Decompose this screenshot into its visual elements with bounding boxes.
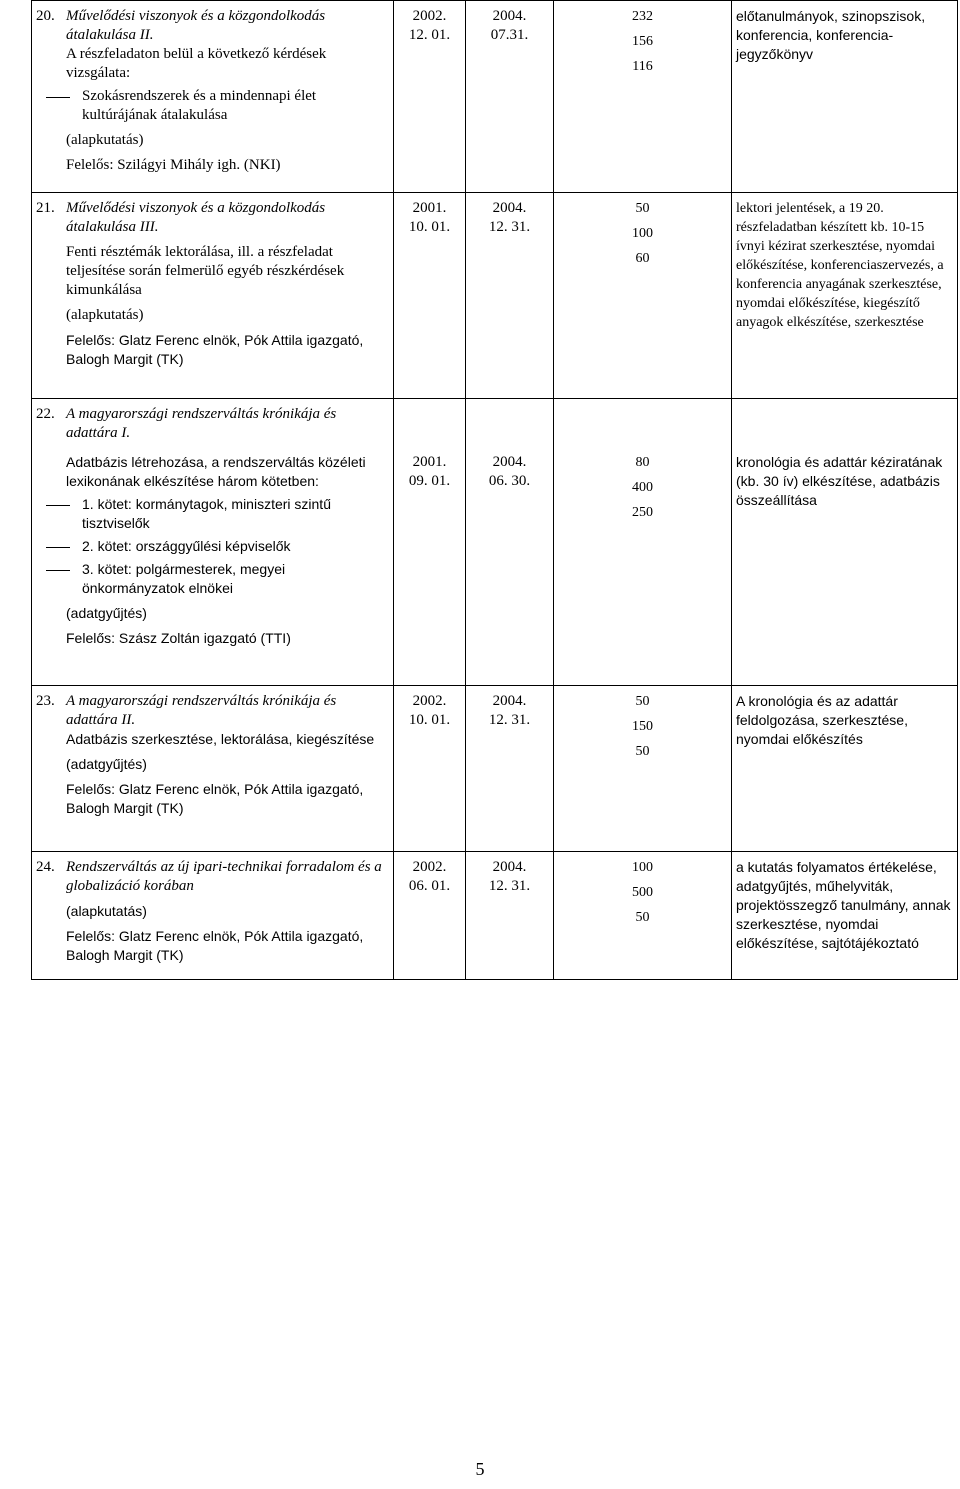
task-intro: A részfeladaton belül a következő kérdések vizsgálata: <box>66 46 327 81</box>
amounts-cell: 50 100 60 <box>554 193 732 399</box>
row-index: 22. <box>36 406 55 422</box>
task-intro: Adatbázis létrehozása, a rendszerváltás közéleti lexikonának elkészítése három kötetben: <box>66 454 366 489</box>
start-date-cell: 2001. 09. 01. <box>394 447 466 685</box>
task-responsible: Felelős: Glatz Ferenc elnök, Pók Attila igazgató, Balogh Margit (TK) <box>66 332 364 367</box>
row-index: 21. <box>36 200 55 216</box>
task-cell <box>32 851 394 979</box>
end-date-cell: 2004. 12. 31. <box>466 851 554 979</box>
start-date-cell: 2002. 12. 01. <box>394 1 466 193</box>
table-row <box>32 1 958 193</box>
task-type: (alapkutatás) <box>66 902 147 919</box>
task-title: Művelődési viszonyok és a közgondolkodás átalakulása III. <box>66 200 326 235</box>
task-intro: Adatbázis szerkesztése, lektorálása, kiegészítése <box>66 730 375 747</box>
task-title: Rendszerváltás az új ipari-technikai forradalom és a globalizáció korában <box>66 858 382 894</box>
row-index: 24. <box>36 858 55 875</box>
start-date-cell: 2002. 10. 01. <box>394 685 466 851</box>
table-row <box>32 447 958 685</box>
dash-icon <box>36 537 82 556</box>
dash-icon <box>36 495 82 533</box>
output-cell: A kronológia és az adattár feldolgozása, szerkesztése, nyomdai előkészítés <box>732 685 958 851</box>
amounts-cell: 232 156 116 <box>554 1 732 193</box>
task-title: A magyarországi rendszerváltás krónikája és adattára II. <box>66 692 337 728</box>
start-date-cell: 2002. 06. 01. <box>394 851 466 979</box>
task-title: Művelődési viszonyok és a közgondolkodás átalakulása II. <box>66 8 326 43</box>
list-item: 3. kötet: polgármesterek, megyei önkormányzatok elnökei <box>36 560 389 598</box>
dash-icon <box>36 560 82 598</box>
end-date-cell: 2004. 06. 30. <box>466 447 554 685</box>
task-responsible: Felelős: Szilágyi Mihály igh. (NKI) <box>66 157 281 173</box>
task-type: (alapkutatás) <box>66 132 144 148</box>
amounts-cell: 100 500 50 <box>554 851 732 979</box>
research-plan-table <box>31 0 958 980</box>
table-row <box>32 193 958 399</box>
row-index: 20. <box>36 8 55 24</box>
start-date-cell: 2001. 10. 01. <box>394 193 466 399</box>
page-number: 5 <box>475 1459 485 1479</box>
task-title: A magyarországi rendszerváltás krónikája és adattára I. <box>66 406 337 441</box>
output-cell: kronológia és adattár kéziratának (kb. 30 ív) elkészítése, adatbázis összeállítása <box>732 447 958 685</box>
list-item: Szokásrendszerek és a mindennapi élet kultúrájának átalakulása <box>36 87 389 125</box>
table-row <box>32 851 958 979</box>
task-title-cell <box>32 399 394 448</box>
end-date-cell: 2004. 07.31. <box>466 1 554 193</box>
list-item: 1. kötet: kormánytagok, miniszteri szintű tisztviselők <box>36 495 389 533</box>
table-row <box>32 685 958 851</box>
task-cell <box>32 193 394 399</box>
task-type: (adatgyűjtés) <box>66 755 147 772</box>
task-responsible: Felelős: Glatz Ferenc elnök, Pók Attila igazgató, Balogh Margit (TK) <box>66 780 364 816</box>
end-date-cell: 2004. 12. 31. <box>466 193 554 399</box>
end-date-cell: 2004. 12. 31. <box>466 685 554 851</box>
output-cell: a kutatás folyamatos értékelése, adatgyűjtés, műhelyviták, projektösszegző tanulmány, annak szerkesztése, nyomdai előkészítése, sajtótájékoztató <box>732 851 958 979</box>
row-index: 23. <box>36 692 55 709</box>
task-cell <box>32 447 394 685</box>
amounts-cell: 50 150 50 <box>554 685 732 851</box>
dash-icon <box>36 87 82 125</box>
table-row <box>32 399 958 448</box>
task-type: (adatgyűjtés) <box>66 605 147 621</box>
output-cell: lektori jelentések, a 19 20. részfeladatban készített kb. 10-15 ívnyi kézirat szerkesztése, nyomdai előkészítése, konferenciaszervezés, a konferencia anyagának szerkesztése, nyomdai előkészítése, kiegészítő anyagok elkészítése, szerkesztése <box>732 193 958 399</box>
amounts-cell: 80 400 250 <box>554 447 732 685</box>
output-cell: előtanulmányok, szinopszisok, konferencia, konferencia-jegyzőkönyv <box>732 1 958 193</box>
task-type: (alapkutatás) <box>66 307 144 323</box>
task-responsible: Felelős: Glatz Ferenc elnök, Pók Attila igazgató, Balogh Margit (TK) <box>66 927 364 963</box>
list-item: 2. kötet: országgyűlési képviselők <box>36 537 389 556</box>
task-cell <box>32 685 394 851</box>
task-cell <box>32 1 394 193</box>
task-responsible: Felelős: Szász Zoltán igazgató (TTI) <box>66 630 291 646</box>
task-intro: Fenti résztémák lektorálása, ill. a részfeladat teljesítése során felmerülő egyéb részkérdések kimunkálása <box>66 244 345 298</box>
